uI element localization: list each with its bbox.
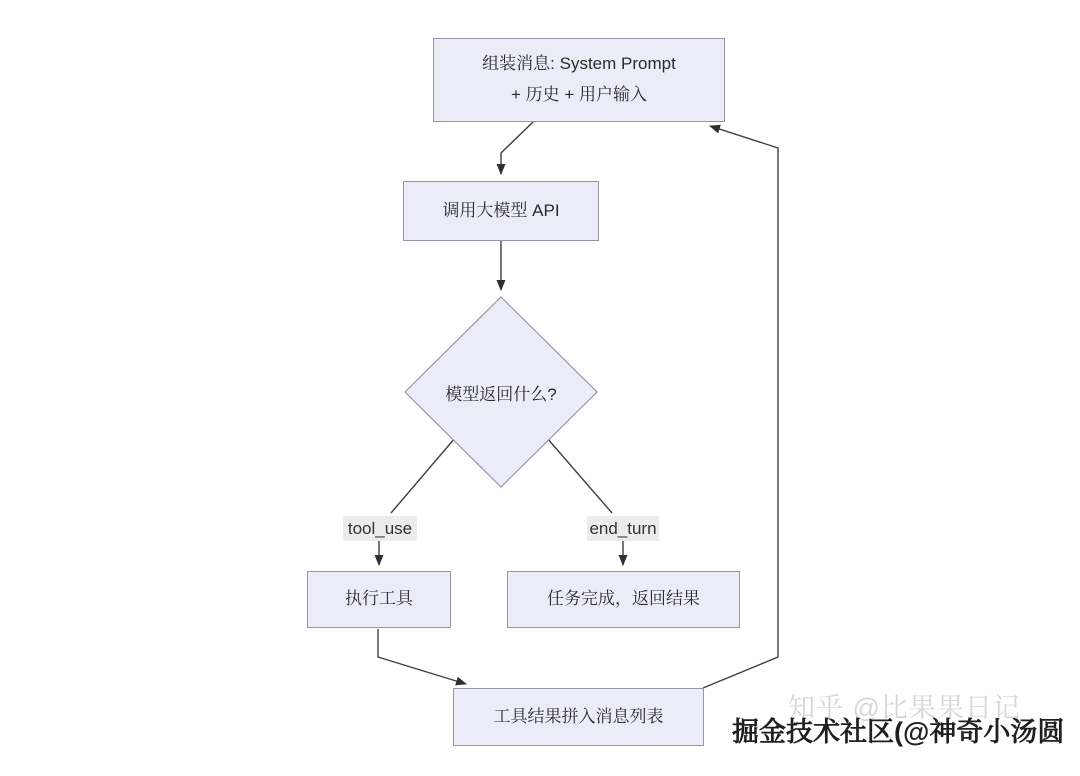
node-call-llm-api	[403, 181, 599, 241]
node-execute-tool	[307, 571, 451, 628]
node-call-llm-api-label: 调用大模型 API	[442, 200, 560, 220]
edge-label-tool-use: tool_use	[343, 516, 417, 541]
edge-label-end-turn: end_turn	[587, 516, 659, 541]
edge-assemble-to-api	[501, 122, 533, 174]
watermark-zhihu: 知乎 @比果果日记	[788, 693, 1021, 723]
decision-question-label: 模型返回什么?	[445, 385, 557, 404]
edge-decision-to-end-turn-label	[547, 438, 612, 513]
node-append-tool-result	[453, 688, 704, 746]
edge-execute-to-append	[378, 629, 466, 684]
watermark-juejin: 掘金技术社区(@神奇小汤圆	[732, 717, 1065, 747]
node-execute-tool-label: 执行工具	[345, 589, 413, 609]
node-assemble-line2: + 历史 + 用户输入	[510, 85, 648, 104]
node-assemble-line1: 组装消息: System Prompt	[482, 54, 676, 74]
node-task-done-label: 任务完成，返回结果	[547, 589, 700, 609]
edge-decision-to-tool-use-label	[391, 438, 455, 513]
node-assemble-message	[433, 38, 725, 122]
node-append-tool-result-label: 工具结果拼入消息列表	[493, 706, 664, 726]
node-task-done	[507, 571, 740, 628]
